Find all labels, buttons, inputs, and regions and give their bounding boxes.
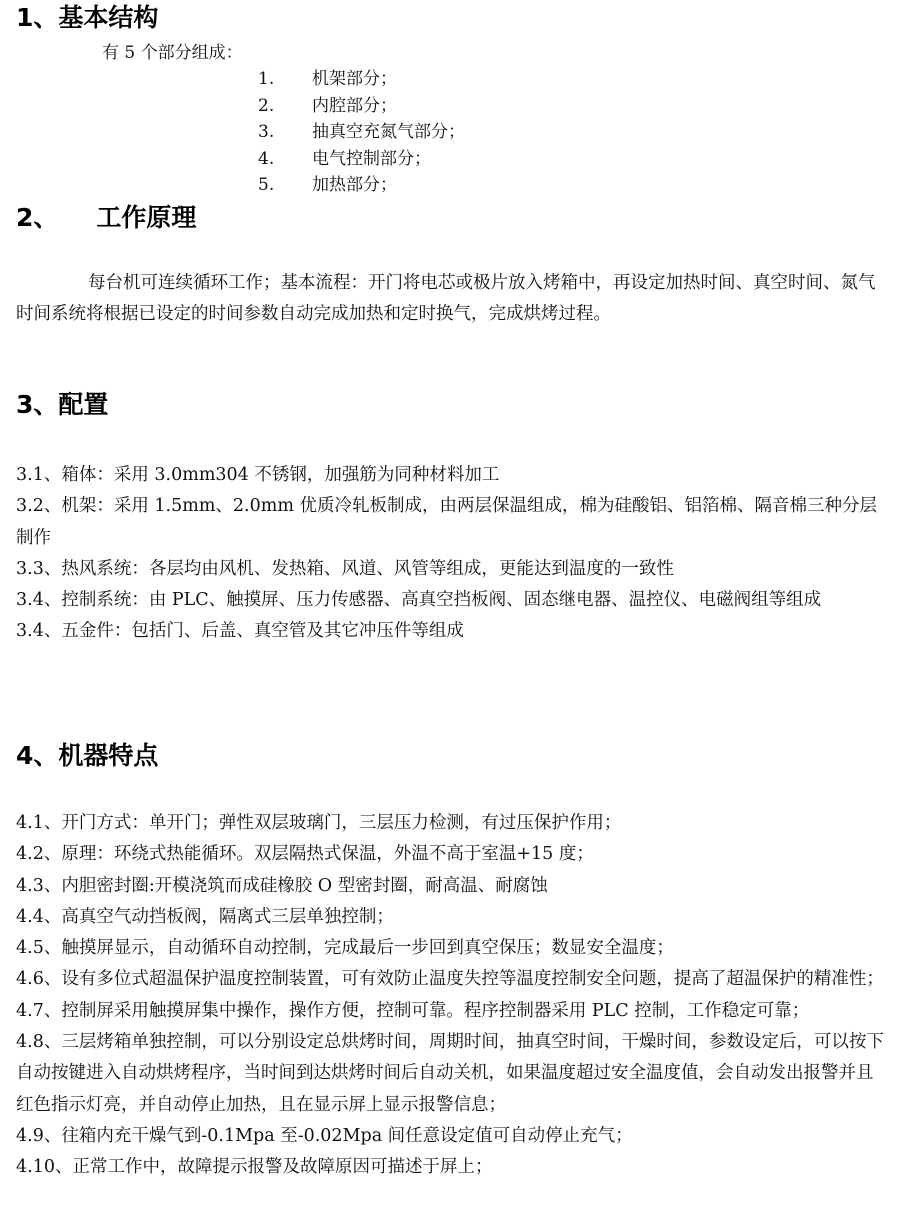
list-item-text: 抽真空充氮气部分； [312,122,465,143]
list-item-text: 加热部分； [312,175,397,196]
list-item-number: 3. [258,122,275,143]
config-item: 3.2、机架：采用 1.5mm、2.0mm 优质冷轧板制成，由两层保温组成，棉为硅酸铝、铝箔棉、隔音棉三种分层制作 [16,496,877,548]
list-item-number: 5. [258,175,275,196]
feature-item: 4.8、三层烤箱单独控制，可以分别设定总烘烤时间，周期时间，抽真空时间，干燥时间，参数设定后，可以按下自动按键进入自动烘烤程序，当时间到达烘烤时间后自动关机，如果温度超过安全温度值，会自动发出报警并且红色指示灯亮，并自动停止加热，且在显示屏上显示报警信息； [16,1032,884,1115]
features-list [16,808,888,1184]
config-list [16,460,888,648]
config-item: 3.4、控制系统：由 PLC、触摸屏、压力传感器、高真空挡板阀、固态继电器、温控仪、电磁阀组等组成 [16,590,822,611]
list-item-number: 4. [258,148,275,169]
section-1-heading [16,3,158,33]
list-item-number: 2. [258,95,275,116]
feature-item: 4.9、往箱内充干燥气到-0.1Mpa 至-0.02Mpa 间任意设定值可自动停止充气； [16,1125,633,1146]
section-2-title: 工作原理 [96,203,197,232]
feature-item: 4.5、触摸屏显示，自动循环自动控制，完成最后一步回到真空保压；数显安全温度； [16,938,674,959]
list-item-text: 电气控制部分； [312,148,431,169]
feature-item: 4.2、原理：环绕式热能循环。双层隔热式保温，外温不高于室温+15 度； [16,844,594,865]
feature-item: 4.3、内胆密封圈:开模浇筑而成硅橡胶 O 型密封圈，耐高温、耐腐蚀 [16,875,548,896]
list-item [258,93,465,120]
section-1-title: 基本结构 [58,3,159,32]
feature-item: 4.1、开门方式：单开门；弹性双层玻璃门，三层压力检测，有过压保护作用； [16,813,622,833]
list-item-number: 1. [258,69,275,89]
list-item [258,146,465,173]
list-item [258,66,465,93]
section-2-number: 2、 [16,203,59,232]
config-item: 3.3、热风系统：各层均由风机、发热箱、风道、风管等组成，更能达到温度的一致性 [16,558,674,579]
feature-item: 4.10、正常工作中，故障提示报警及故障原因可描述于屏上； [16,1157,493,1178]
section-1-number: 1、 [16,3,59,32]
section-4-heading: 4、机器特点 [16,741,159,770]
feature-item: 4.7、控制屏采用触摸屏集中操作，操作方便，控制可靠。程序控制器采用 PLC 控制，工作稳定可靠； [16,1000,810,1021]
list-item-text: 内腔部分； [312,95,397,116]
structure-list [258,66,465,199]
section-3-heading: 3、配置 [16,390,109,419]
list-item [258,172,465,199]
section-2-paragraph: 每台机可连续循环工作；基本流程：开门将电芯或极片放入烤箱中，再设定加热时间、真空时间、氮气时间系统将根据已设定的时间参数自动完成加热和定时换气，完成烘烤过程。 [16,273,876,324]
list-item-text: 机架部分； [312,69,397,89]
section-1-intro: 有 5 个部分组成： [102,43,243,63]
section-2-heading [16,203,196,233]
list-item [258,119,465,146]
config-item: 3.4、五金件：包括门、后盖、真空管及其它冲压件等组成 [16,621,464,642]
feature-item: 4.6、设有多位式超温保护温度控制装置，可有效防止温度失控等温度控制安全问题，提高了超温保护的精准性； [16,969,884,990]
config-item: 3.1、箱体：采用 3.0mm304 不锈钢，加强筋为同种材料加工 [16,465,500,485]
feature-item: 4.4、高真空气动挡板阀，隔离式三层单独控制； [16,906,394,927]
